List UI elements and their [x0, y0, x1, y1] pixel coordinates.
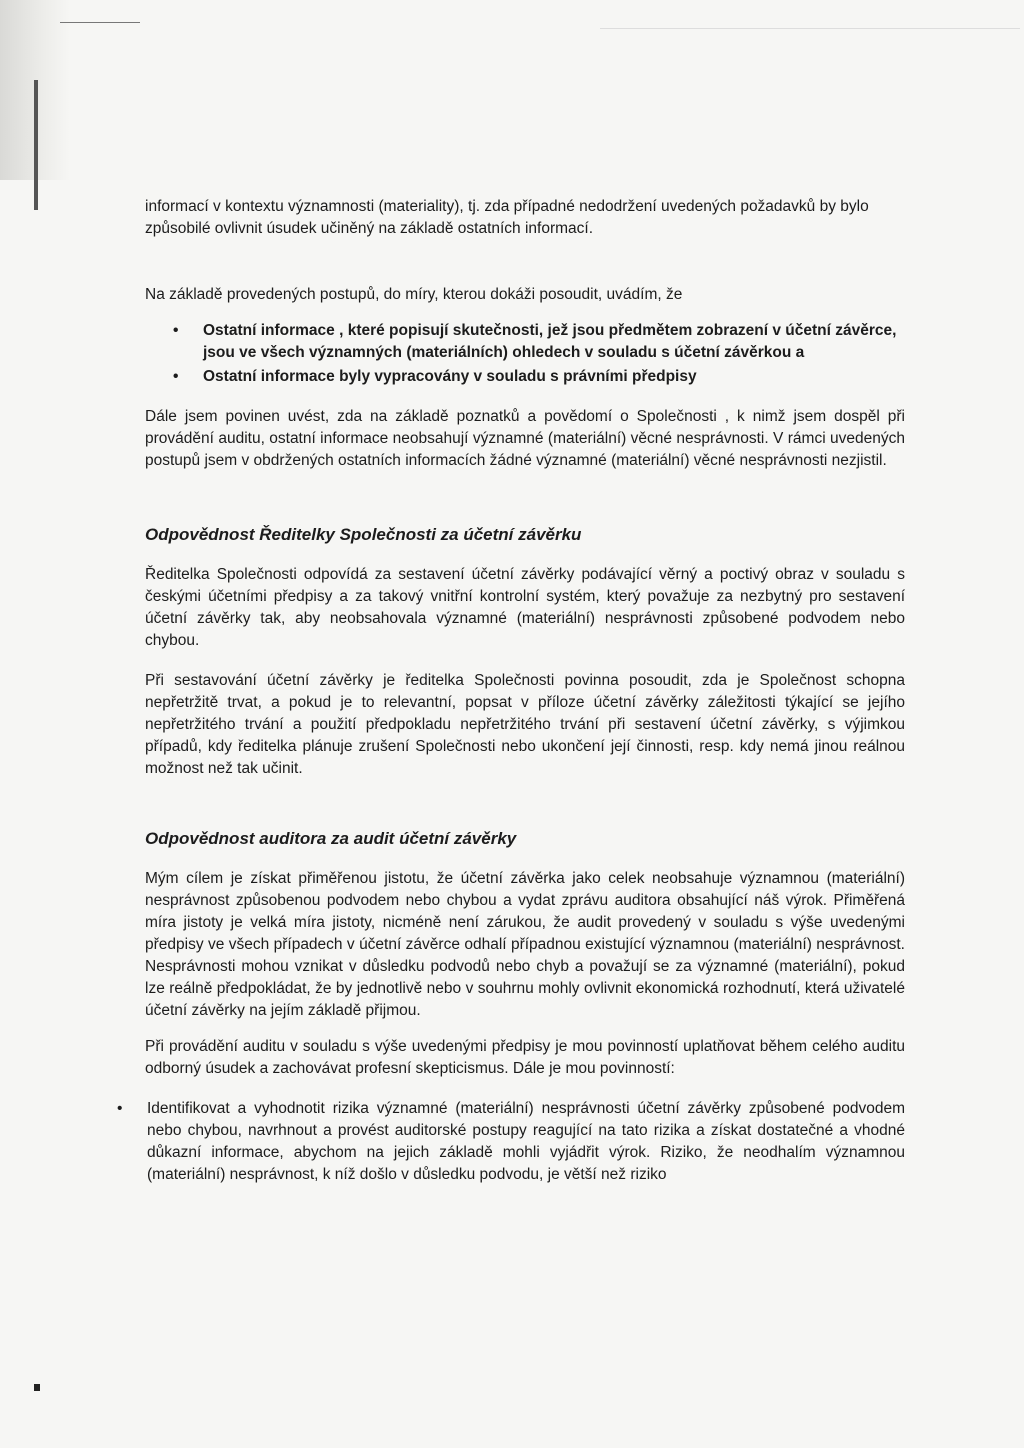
- section-heading-director: Odpovědnost Ředitelky Společnosti za účetní závěrku: [145, 525, 582, 544]
- auditor-duties-list: [117, 1098, 905, 1186]
- list-item-text: Ostatní informace , které popisují skutečnosti, jež jsou předmětem zobrazení v účetní závěrce, jsou ve všech významných (materiálních) ohledech v souladu s účetní závěrkou a: [203, 322, 897, 361]
- scan-top-line: [60, 22, 140, 23]
- bullet-icon: •: [173, 322, 179, 339]
- list-item: [145, 320, 905, 364]
- lead-paragraph: Na základě provedených postupů, do míry, kterou dokáži posoudit, uvádím, že: [145, 286, 683, 303]
- document-body: [117, 196, 905, 1186]
- auditor-paragraph-1: Mým cílem je získat přiměřenou jistotu, že účetní závěrka jako celek neobsahuje významnou (materiální) nesprávnost způsobenou podvodem nebo chybou a vydat zprávu auditora obsahující náš výrok. Přiměřená míra jistoty je velká míra jistoty, nicméně není zárukou, že audit provedený v souladu s výše uvedenými předpisy ve všech případech v účetní závěrce odhalí případnou existující významnou (materiální) nesprávnost. Nesprávnosti mohou vznikat v důsledku podvodů nebo chyb a považují se za významné (materiální), pokud lze reálně předpokládat, že by jednotlivě nebo v souhrnu mohly ovlivnit ekonomická rozhodnutí, která uživatelé účetní závěrky na jejím základě přijmou.: [145, 870, 905, 1019]
- scan-bottom-dot: [34, 1384, 40, 1391]
- list-item-text: Identifikovat a vyhodnotit rizika významné (materiální) nesprávnosti účetní závěrky způsobené podvodem nebo chybou, navrhnout a provést auditorské postupy reagující na tato rizika a získat dostatečné a vhodné důkazní informace, abychom na jejich základě mohli vyjádřit výrok. Riziko, že neodhalím významnou (materiální) nesprávnost, k níž došlo v důsledku podvodu, je větší než riziko: [147, 1100, 905, 1183]
- auditor-paragraph-2: Při provádění auditu v souladu s výše uvedenými předpisy je mou povinností uplatňovat během celého auditu odborný úsudek a zachovávat profesní skepticismus. Dále je mou povinností:: [145, 1038, 905, 1077]
- list-item: [117, 1098, 905, 1186]
- bullet-icon: •: [173, 368, 179, 385]
- list-item: [145, 366, 905, 388]
- director-paragraph-2: Při sestavování účetní závěrky je ředitelka Společnosti povinna posoudit, zda je Společnost schopna nepřetržitě trvat, a pokud je to relevantní, popsat v příloze účetní závěrky záležitosti týkající se jejího nepřetržitého trvání a použití předpokladu nepřetržitého trvání při sestavení účetní závěrky, s výjimkou případů, kdy ředitelka plánuje zrušení Společnosti nebo ukončení její činnosti, resp. kdy nemá jinou reálnou možnost než tak učinit.: [145, 672, 905, 777]
- section-heading-auditor: Odpovědnost auditora za audit účetní závěrky: [145, 829, 517, 848]
- scan-top-line-faint: [600, 28, 1020, 29]
- scan-left-mark: [34, 80, 38, 210]
- list-item-text: Ostatní informace byly vypracovány v souladu s právními předpisy: [203, 368, 697, 385]
- conclusion-list: [145, 320, 905, 388]
- director-paragraph-1: Ředitelka Společnosti odpovídá za sestavení účetní závěrky podávající věrný a poctivý obraz v souladu s českými účetními předpisy a za takový vnitřní kontrolní systém, který považuje za nezbytný pro sestavení účetní závěrky tak, aby neobsahovala významné (materiální) nesprávnosti způsobené podvodem nebo chybou.: [145, 566, 905, 649]
- intro-paragraph: informací v kontextu významnosti (materiality), tj. zda případné nedodržení uvedených požadavků by bylo způsobilé ovlivnit úsudek učiněný na základě ostatních informací.: [145, 198, 869, 237]
- dale-paragraph: Dále jsem povinen uvést, zda na základě poznatků a povědomí o Společnosti , k nimž jsem dospěl při provádění auditu, ostatní informace neobsahují významné (materiální) věcné nesprávnosti. V rámci uvedených postupů jsem v obdržených ostatních informacích žádné významné (materiální) věcné nesprávnosti nezjistil.: [145, 408, 905, 469]
- bullet-icon: •: [117, 1100, 123, 1117]
